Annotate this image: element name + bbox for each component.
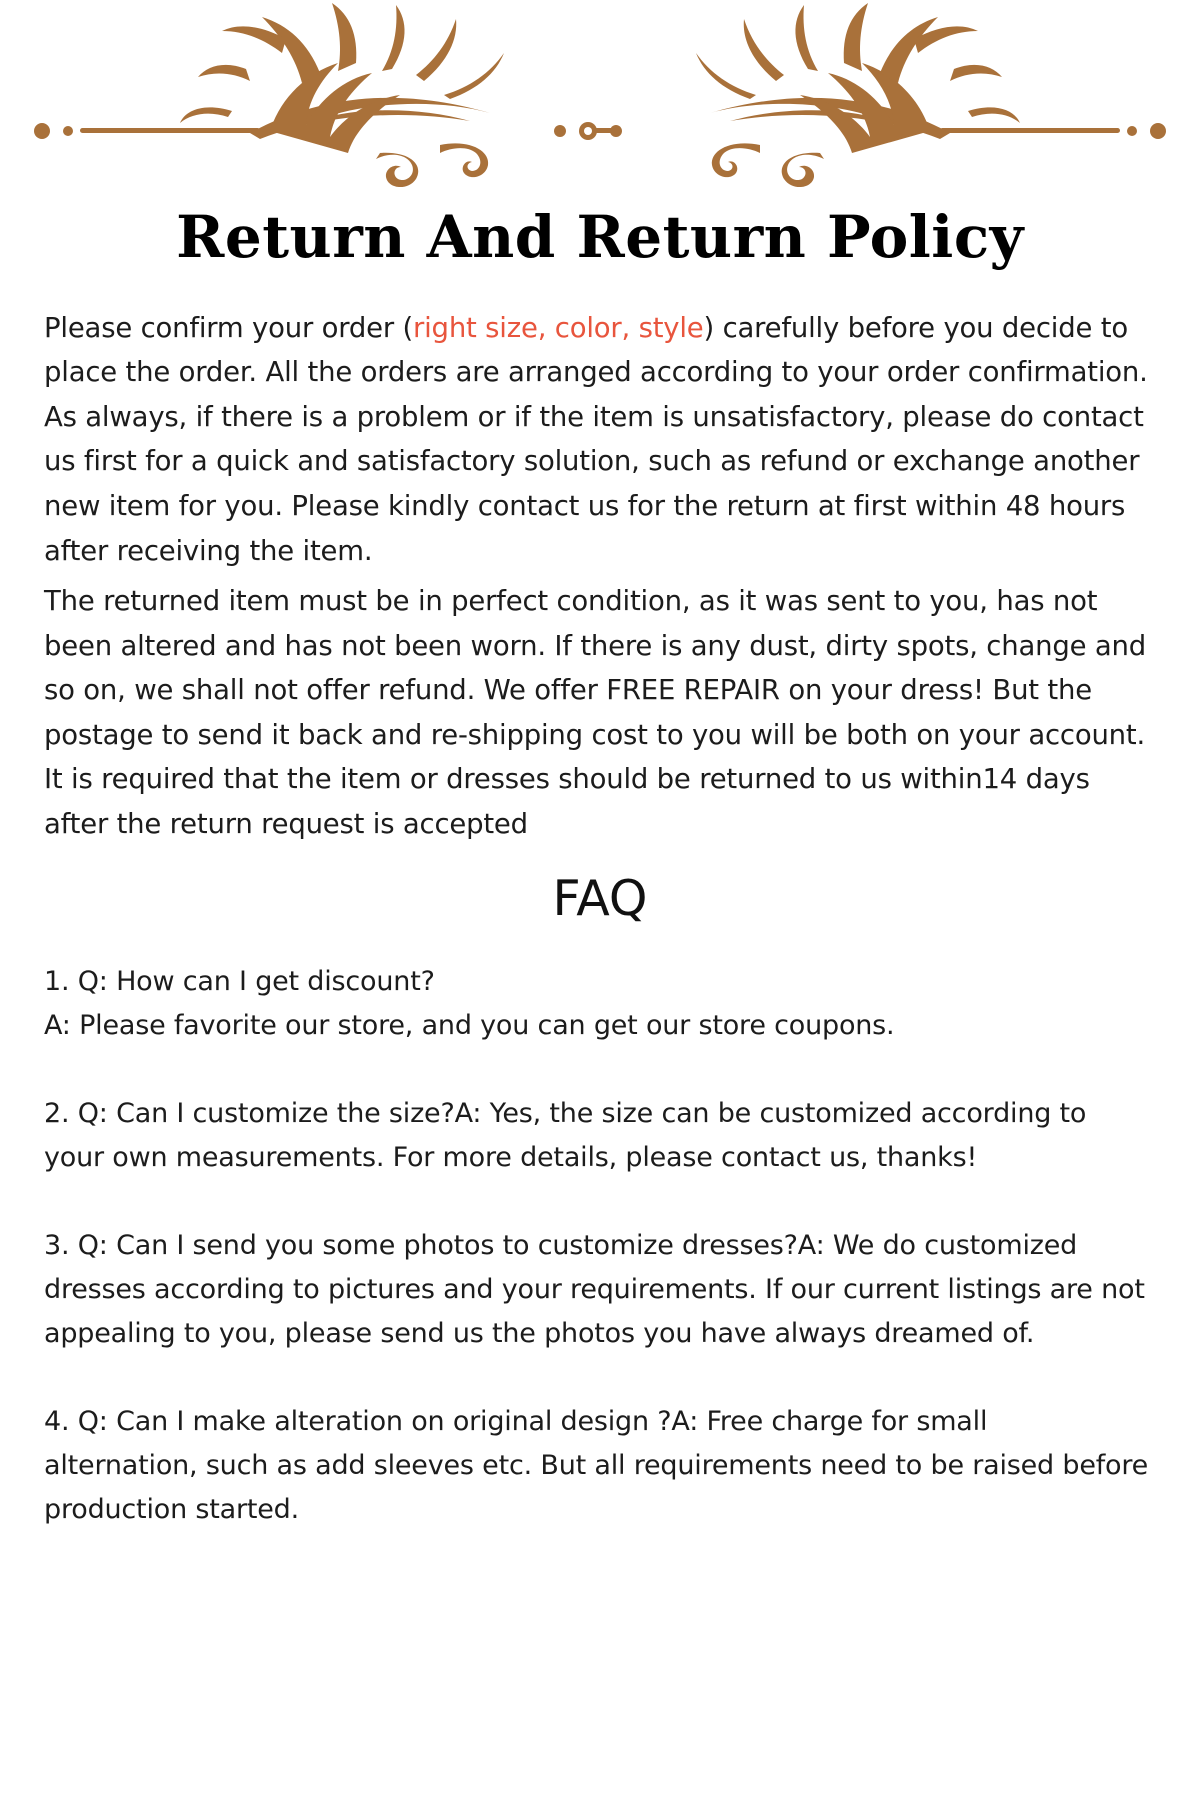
faq-answer: dresses according to pictures and your requirements. If our current listings are not appealing to you, please send us the photos you have always dreamed of.	[44, 1274, 1145, 1350]
faq-answer: A: Please favorite our store, and you can get our store coupons.	[44, 1010, 895, 1042]
policy-paragraph-1-part1: Please confirm your order (	[44, 311, 414, 344]
page-title: Return And Return Policy	[176, 203, 1024, 271]
policy-paragraph-1	[44, 306, 1156, 573]
faq-question: 3. Q: Can I send you some photos to customize dresses?A: We do customized	[44, 1230, 1078, 1262]
faq-question: 4. Q: Can I make alteration on original design ?A: Free charge for small	[44, 1406, 988, 1438]
list-item	[44, 960, 1156, 1048]
faq-question: 2. Q: Can I customize the size?A: Yes, the size can be customized according to	[44, 1098, 1087, 1130]
faq-heading: FAQ	[552, 870, 648, 928]
floral-divider-ornament	[0, 0, 1200, 196]
policy-highlight-text: right size, color, style	[413, 311, 704, 344]
list-item	[44, 1400, 1156, 1532]
policy-paragraph-2: The returned item must be in perfect condition, as it was sent to you, has not been altered and has not been worn. If there is any dust, dirty spots, change and so on, we shall not offer refund. We offer FREE REPAIR on your dress! But the postage to send it back and re-shipping cost to you will be both on your account. It is required that the item or dresses should be returned to us within14 days after the return request is accepted	[44, 585, 1146, 840]
faq-question: 1. Q: How can I get discount?	[44, 966, 435, 998]
faq-list	[0, 960, 1200, 1532]
list-item	[44, 1224, 1156, 1356]
list-item	[44, 1092, 1156, 1180]
policy-paragraph-1-part2: ) carefully before you decide to place the order. All the orders are arranged according to your order confirmation. As always, if there is a problem or if the item is unsatisfactory, please do contact us first for a quick and satisfactory solution, such as refund or exchange another new item for you. Please kindly contact us for the return at first within 48 hours after receiving the item.	[44, 311, 1148, 567]
faq-answer: alternation, such as add sleeves etc. But all requirements need to be raised before production started.	[44, 1450, 1149, 1526]
policy-body	[0, 306, 1200, 847]
faq-answer: your own measurements. For more details, please contact us, thanks!	[44, 1142, 978, 1174]
